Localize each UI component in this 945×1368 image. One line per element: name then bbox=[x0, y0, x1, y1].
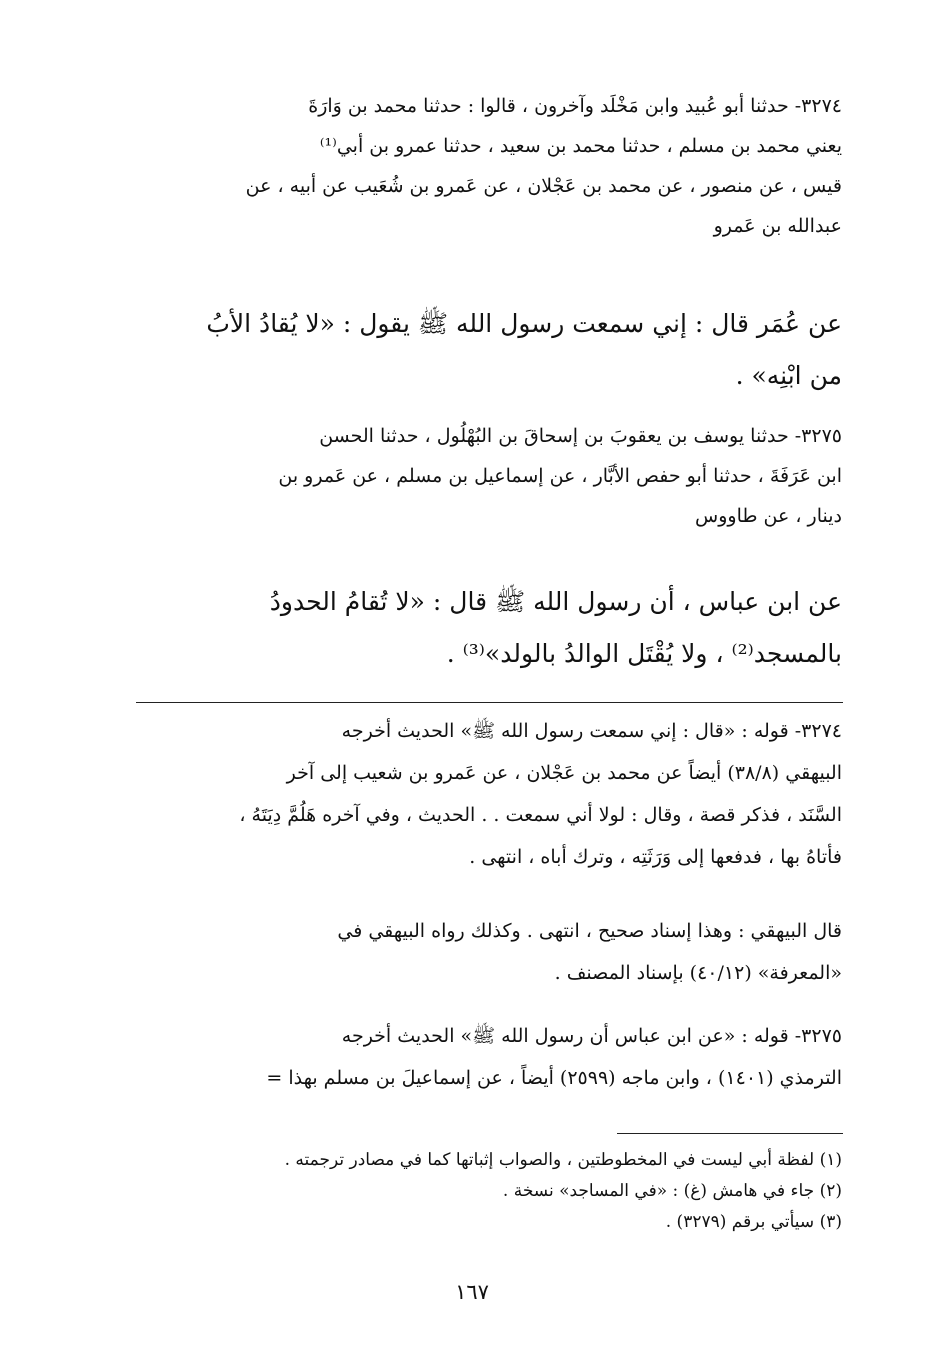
text-line: عن عُمَر قال : إني سمعت رسول الله ﷺ يقول : «لا يُقادُ الأبُ bbox=[206, 309, 842, 338]
hadith-3274-matn bbox=[130, 298, 842, 402]
hadith-3274-isnad bbox=[130, 86, 842, 246]
text-line: من ابْنِه» . bbox=[735, 361, 842, 390]
text-line: فأتاهُ بها ، فدفعها إلى وَرَثَتِه ، وترك أباه ، انتهى . bbox=[469, 846, 842, 868]
commentary-paragraph-1 bbox=[130, 710, 842, 878]
text-line: ابن عَرَفَةَ ، حدثنا أبو حفص الأبَّار ، عن إسماعيل بن مسلم ، عن عَمرو بن bbox=[278, 465, 842, 487]
text-line: ٣٢٧٥- قوله : «عن ابن عباس أن رسول الله ﷺ» الحديث أخرجه bbox=[341, 1025, 842, 1047]
footnote: (٣) سيأتي برقم (٣٢٧٩) . bbox=[665, 1212, 842, 1232]
footnote: (٢) جاء في هامش (غ) : «في المساجد» نسخة . bbox=[502, 1181, 842, 1201]
text-line: بالمسجد⁽²⁾ ، ولا يُقْتَل الوالدُ بالولد»⁽³⁾ . bbox=[446, 639, 842, 668]
commentary-paragraph-3 bbox=[130, 1015, 842, 1099]
commentary-paragraph-2 bbox=[130, 910, 842, 994]
text-line: «المعرفة» (٤٠/١٢) بإسناد المصنف . bbox=[554, 962, 842, 984]
text-line: دينار ، عن طاووس bbox=[695, 505, 842, 527]
text-line: يعني محمد بن مسلم ، حدثنا محمد بن سعيد ، حدثنا عمرو بن أبي⁽¹⁾ bbox=[319, 135, 842, 157]
hadith-3275-matn bbox=[130, 576, 842, 680]
text-line: عبدالله بن عَمرو bbox=[713, 215, 842, 237]
commentary-separator bbox=[136, 702, 843, 703]
text-line: البيهقي (٣٨/٨) أيضاً عن محمد بن عَجْلان ، عن عَمرو بن شعيب إلى آخر bbox=[286, 762, 842, 784]
text-line: ٣٢٧٤- حدثنا أبو عُبيد وابن مَخْلَد وآخرون ، قالوا : حدثنا محمد بن وَارَةَ bbox=[308, 95, 842, 117]
text-line: الترمذي (١٤٠١) ، وابن ماجه (٢٥٩٩) أيضاً ، عن إسماعيلَ بن مسلم بهذا = bbox=[266, 1067, 842, 1089]
text-line: ٣٢٧٥- حدثنا يوسف بن يعقوبَ بن إسحاقَ بن البُهْلُول ، حدثنا الحسن bbox=[319, 425, 842, 447]
text-line: السَّنَد ، فذكر قصة ، وقال : لولا أني سمعت . . الحديث ، وفي آخره هَلُمَّ دِيَتَهُ ، bbox=[239, 804, 842, 826]
footnotes bbox=[130, 1145, 842, 1238]
footnote: (١) لفظة أبي ليست في المخطوطتين ، والصواب إثباتها كما في مصادر ترجمته . bbox=[284, 1150, 842, 1170]
text-line: قال البيهقي : وهذا إسناد صحيح ، انتهى . وكذلك رواه البيهقي في bbox=[337, 920, 842, 942]
hadith-3275-isnad bbox=[130, 416, 842, 536]
text-line: عن ابن عباس ، أن رسول الله ﷺ قال : «لا تُقامُ الحدودُ bbox=[269, 587, 842, 616]
text-line: ٣٢٧٤- قوله : «قال : إني سمعت رسول الله ﷺ» الحديث أخرجه bbox=[341, 720, 842, 742]
text-line: قيس ، عن منصور ، عن محمد بن عَجْلان ، عن عَمرو بن شُعَيب عن أبيه ، عن bbox=[245, 175, 842, 197]
footnote-separator bbox=[617, 1133, 843, 1134]
page-number: ١٦٧ bbox=[455, 1280, 489, 1304]
